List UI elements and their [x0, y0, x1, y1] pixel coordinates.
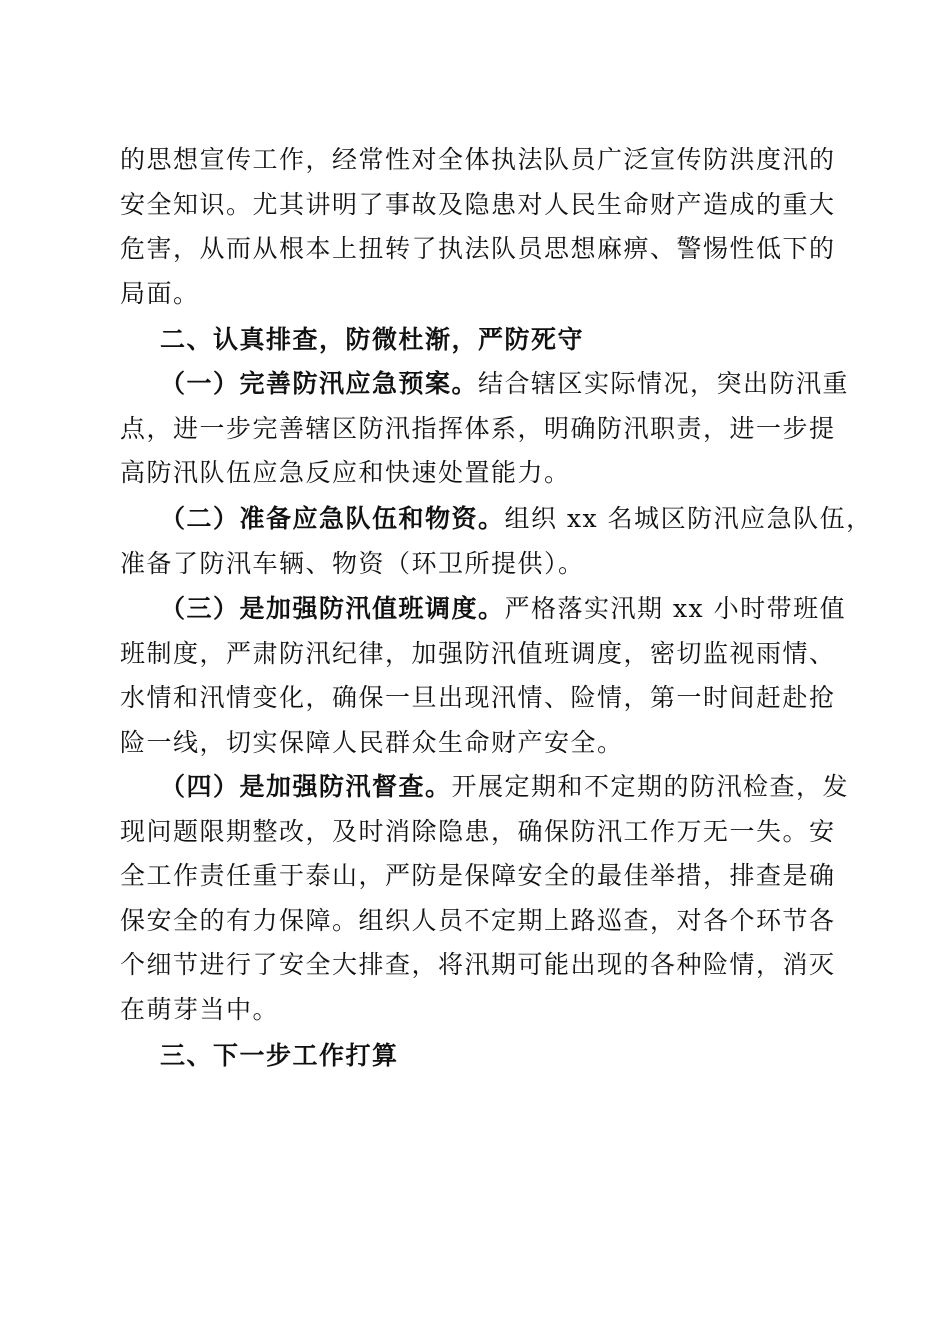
text-line: 水情和汛情变化，确保一旦出现汛情、险情，第一时间赶赴抢	[120, 683, 836, 712]
paragraph-item-1	[120, 362, 850, 496]
text-line: 班制度，严肃防汛纪律，加强防汛值班调度，密切监视雨情、	[120, 638, 836, 668]
item-text: 组织 xx 名城区防汛应急队伍，	[504, 504, 873, 533]
text-line: 危害，从而从根本上扭转了执法队员思想麻痹、警惕性低下的	[120, 234, 836, 263]
text-line: 险一线，切实保障人民群众生命财产安全。	[120, 727, 624, 757]
text-line: 准备了防汛车辆、物资（环卫所提供）。	[120, 548, 585, 578]
text-line: 个细节进行了安全大排查，将汛期可能出现的各种险情，消灭	[120, 950, 836, 979]
text-line	[120, 587, 847, 632]
text-line: 局面。	[120, 278, 200, 308]
text-line: 现问题限期整改，及时消除隐患，确保防汛工作万无一失。安	[120, 816, 836, 846]
section-heading-3: 三、下一步工作打算	[160, 1041, 399, 1070]
paragraph-intro	[120, 138, 836, 316]
item-lead: （三）是加强防汛值班调度。	[160, 594, 505, 623]
text-line: 保安全的有力保障。组织人员不定期上路巡查，对各个环节各	[120, 905, 836, 935]
paragraph-item-4	[120, 765, 850, 1032]
text-line: 的思想宣传工作，经常性对全体执法队员广泛宣传防洪度汛的	[120, 145, 836, 174]
text-line	[120, 765, 850, 810]
text-line: 点，进一步完善辖区防汛指挥体系，明确防汛职责，进一步提	[120, 413, 836, 443]
section-heading-2: 二、认真排查，防微杜渐，严防死守	[160, 325, 585, 354]
item-lead: （一）完善防汛应急预案。	[160, 369, 479, 398]
text-line: 全工作责任重于泰山，严防是保障安全的最佳举措，排查是确	[120, 861, 836, 890]
item-text: 结合辖区实际情况，突出防汛重	[478, 369, 850, 398]
item-lead: （四）是加强防汛督查。	[160, 772, 452, 801]
text-line	[120, 362, 850, 407]
text-line	[120, 497, 873, 542]
item-text: 严格落实汛期 xx 小时带班值	[504, 594, 847, 623]
paragraph-item-3	[120, 587, 847, 765]
text-line: 安全知识。尤其讲明了事故及隐患对人民生命财产造成的重大	[120, 189, 836, 219]
paragraph-item-2	[120, 497, 873, 586]
text-line: 在萌芽当中。	[120, 994, 280, 1024]
item-text: 开展定期和不定期的防汛检查，发	[451, 772, 850, 801]
item-lead: （二）准备应急队伍和物资。	[160, 504, 505, 533]
text-line: 高防汛队伍应急反应和快速处置能力。	[120, 458, 571, 487]
